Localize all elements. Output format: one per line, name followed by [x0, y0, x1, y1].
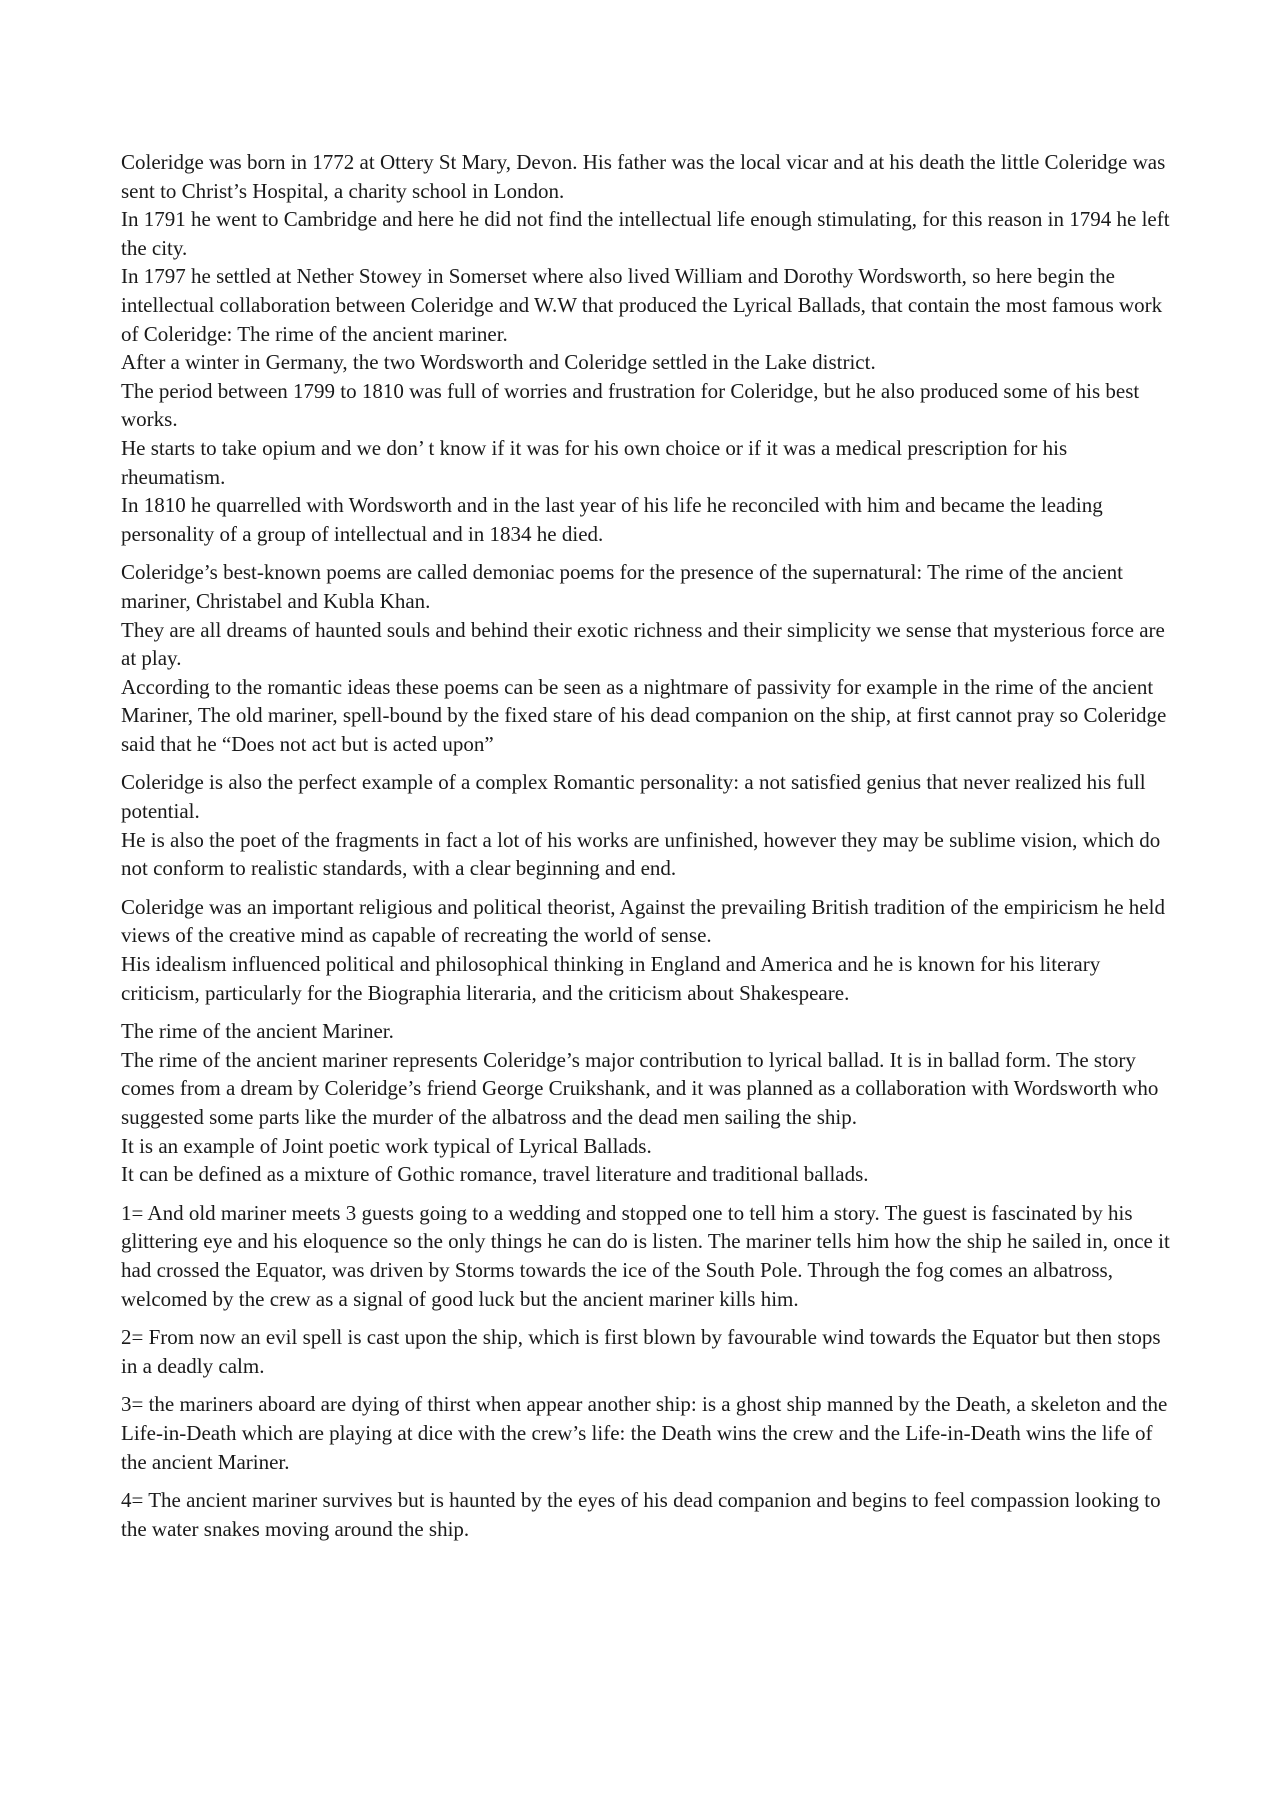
text-line: He starts to take opium and we don’ t know if it was for his own choice or if it was a medical prescription for his rheumatism. — [121, 435, 1068, 489]
text-line: After a winter in Germany, the two Wordsworth and Coleridge settled in the Lake district. — [121, 350, 876, 375]
text-line: In 1810 he quarrelled with Wordsworth and in the last year of his life he reconciled with him and became the leading personality of a group of intellectual and in 1834 he died. — [121, 493, 1103, 546]
text-line: 3= the mariners aboard are dying of thirst when appear another ship: is a ghost ship manned by the Death, a skeleton and the Life-in-Death which are playing at dice with the crew’s life: the Death wins the crew and the Life-in-Death wins the life of the ancient Mariner. — [121, 1392, 1168, 1474]
paragraph-biography — [121, 148, 1171, 548]
text-line: 2= From now an evil spell is cast upon the ship, which is first blown by favourable wind towards the Equator but then stops in a deadly calm. — [121, 1325, 1161, 1378]
paragraph-theorist — [121, 893, 1171, 1007]
document-page — [121, 148, 1171, 1553]
section-heading: The rime of the ancient Mariner. — [121, 1019, 394, 1044]
text-line: The period between 1799 to 1810 was full of worries and frustration for Coleridge, but he also produced some of his best works. — [121, 378, 1140, 432]
paragraph-rime-intro — [121, 1017, 1171, 1189]
text-line: 4= The ancient mariner survives but is haunted by the eyes of his dead companion and begins to feel compassion looking to the water snakes moving around the ship. — [121, 1488, 1161, 1541]
paragraph-demoniac-poems — [121, 558, 1171, 758]
paragraph-part-1 — [121, 1199, 1171, 1313]
text-line: In 1797 he settled at Nether Stowey in Somerset where also lived William and Dorothy Wordsworth, so here begin the intellectual collaboration between Coleridge and W.W that produced the Lyrical Ballads, that contain the most famous work of Coleridge: The rime of the ancient mariner. — [121, 264, 1163, 346]
paragraph-romantic-personality — [121, 768, 1171, 882]
text-line: Coleridge was an important religious and political theorist, Against the prevailing British tradition of the empiricism he held views of the creative mind as capable of recreating the world of sense. — [121, 894, 1165, 948]
text-line: He is also the poet of the fragments in fact a lot of his works are unfinished, however they may be sublime vision, which do not conform to realistic standards, with a clear beginning and end. — [121, 827, 1161, 881]
text-line: In 1791 he went to Cambridge and here he did not find the intellectual life enough stimulating, for this reason in 1794 he left the city. — [121, 207, 1170, 260]
paragraph-part-2 — [121, 1323, 1171, 1380]
text-line: It can be defined as a mixture of Gothic romance, travel literature and traditional ballads. — [121, 1162, 869, 1187]
text-line: Coleridge is also the perfect example of a complex Romantic personality: a not satisfied genius that never realized his full potential. — [121, 770, 1146, 824]
text-line: It is an example of Joint poetic work typical of Lyrical Ballads. — [121, 1133, 652, 1158]
text-line: 1= And old mariner meets 3 guests going to a wedding and stopped one to tell him a story. The guest is fascinated by his glittering eye and his eloquence so the only things he can do is listen. The mariner tells him how the ship he sailed in, once it had crossed the Equator, was driven by Storms towards the ice of the South Pole. Through the fog comes an albatross, welcomed by the crew as a signal of good luck but the ancient mariner kills him. — [121, 1200, 1170, 1311]
paragraph-part-4 — [121, 1486, 1171, 1543]
text-line: The rime of the ancient mariner represents Coleridge’s major contribution to lyrical ballad. It is in ballad form. The story comes from a dream by Coleridge’s friend George Cruikshank, and it was planned as a collaboration with Wordsworth who suggested some parts like the murder of the albatross and the dead men sailing the ship. — [121, 1047, 1159, 1129]
text-line: They are all dreams of haunted souls and behind their exotic richness and their simplicity we sense that mysterious force are at play. — [121, 617, 1165, 671]
text-line: Coleridge’s best-known poems are called demoniac poems for the presence of the supernatural: The rime of the ancient mariner, Christabel and Kubla Khan. — [121, 560, 1124, 613]
text-line: His idealism influenced political and philosophical thinking in England and America and he is known for his literary criticism, particularly for the Biographia literaria, and the criticism about Shakespeare. — [121, 952, 1101, 1005]
text-line: According to the romantic ideas these poems can be seen as a nightmare of passivity for example in the rime of the ancient Mariner, The old mariner, spell-bound by the fixed stare of his dead companion on the ship, at first cannot pray so Coleridge said that he “Does not act but is acted upon” — [121, 674, 1167, 756]
text-line: Coleridge was born in 1772 at Ottery St Mary, Devon. His father was the local vicar and at his death the little Coleridge was sent to Christ’s Hospital, a charity school in London. — [121, 150, 1166, 203]
paragraph-part-3 — [121, 1390, 1171, 1476]
